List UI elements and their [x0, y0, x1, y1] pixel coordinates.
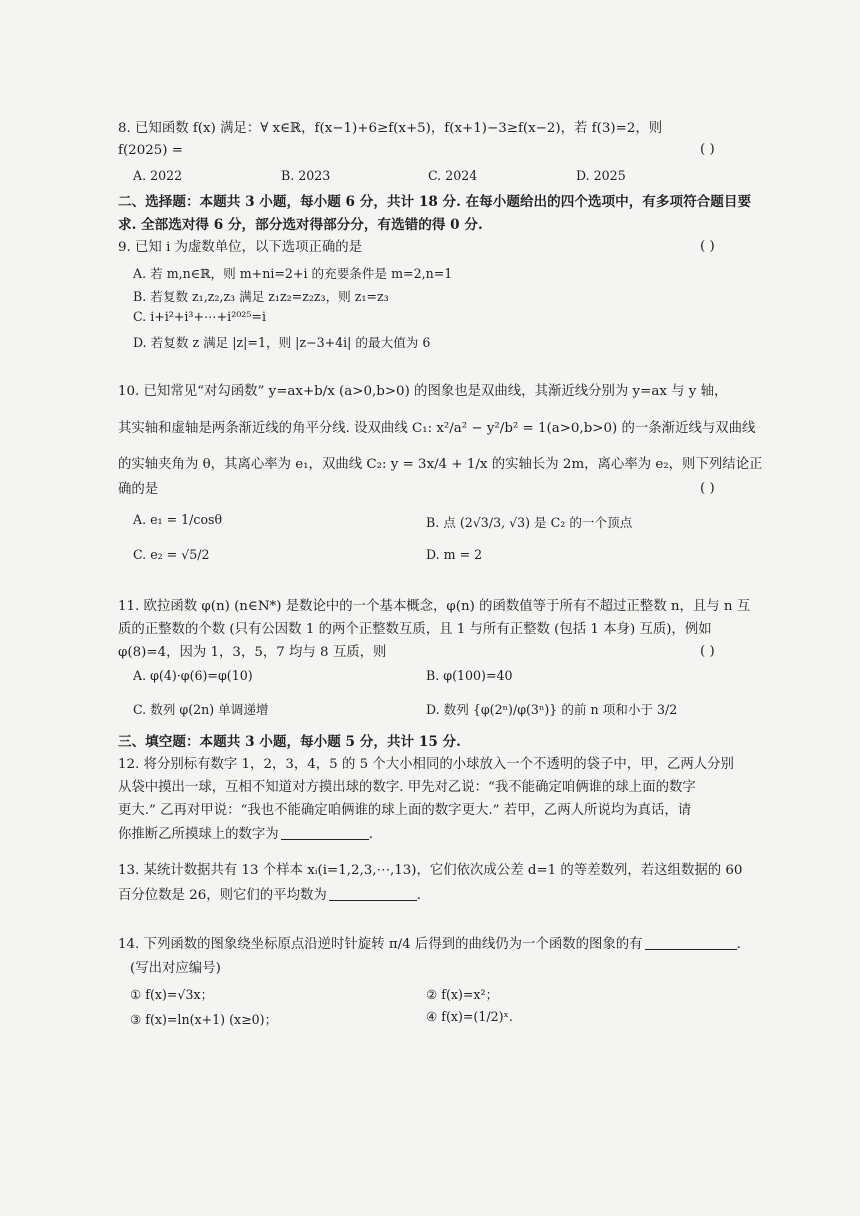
q12-stem-text: 你推断乙所摸球上的数字为: [118, 827, 279, 842]
q13-answer-blank[interactable]: [329, 886, 417, 901]
q10-stem-line3: 的实轴夹角为 θ，其离心率为 e₁，双曲线 C₂: y = 3x/4 + 1/x 的实轴长为 2m，离心率为 e₂，则下列结论正: [118, 457, 763, 472]
q14-answer-blank[interactable]: [645, 935, 737, 950]
q11-option-c: C. 数列 φ(2n) 单调递增: [133, 702, 269, 717]
section3-heading: 三、填空题：本题共 3 小题，每小题 5 分，共计 15 分.: [118, 734, 461, 750]
q8-stem-line1: 8. 已知函数 f(x) 满足：∀ x∈ℝ，f(x−1)+6≥f(x+5)，f(x+1)−3≥f(x−2)，若 f(3)=2，则: [118, 121, 663, 136]
q12-period: .: [368, 827, 373, 842]
q13-stem-text: 百分位数是 26，则它们的平均数为: [118, 888, 327, 903]
section2-heading-line2: 求. 全部选对得 6 分，部分选对得部分分，有选错的得 0 分.: [118, 217, 483, 233]
q10-option-b: B. 点 (2√3/3, √3) 是 C₂ 的一个顶点: [426, 515, 633, 530]
q9-option-d: D. 若复数 z 满足 |z|=1，则 |z−3+4i| 的最大值为 6: [133, 335, 431, 350]
section2-heading-line1: 二、选择题：本题共 3 小题，每小题 6 分，共计 18 分. 在每小题给出的四个选项中，有多项符合题目要: [118, 194, 752, 210]
q14-note: (写出对应编号): [130, 961, 221, 976]
q12-stem-line2: 从袋中摸出一球，互相不知道对方摸出球的数字. 甲先对乙说：“我不能确定咱俩谁的球上面的数字: [118, 780, 696, 795]
q12-stem-line3: 更大.” 乙再对甲说：“我也不能确定咱俩谁的球上面的数字更大.” 若甲，乙两人所说均为真话，请: [118, 803, 692, 818]
q8-option-b: B. 2023: [281, 168, 331, 183]
q11-stem-line2: 质的正整数的个数 (只有公因数 1 的两个正整数互质，且 1 与所有正整数 (包括 1 本身) 互质)，例如: [118, 622, 712, 637]
q8-option-a: A. 2022: [133, 168, 183, 183]
q11-answer-paren: ( ): [700, 644, 715, 659]
q10-option-a: A. e₁ = 1/cosθ: [133, 512, 223, 527]
q14-option-2: ② f(x)=x²；: [426, 987, 499, 1002]
q11-option-d: D. 数列 {φ(2ⁿ)/φ(3ⁿ)} 的前 n 项和小于 3/2: [426, 702, 678, 717]
q10-stem-line1: 10. 已知常见“对勾函数” y=ax+b/x (a>0,b>0) 的图象也是双曲线，其渐近线分别为 y=ax 与 y 轴，: [118, 384, 728, 399]
q12-stem-line4: [118, 825, 373, 844]
q14-option-3: ③ f(x)=ln(x+1) (x≥0)；: [130, 1012, 278, 1027]
q10-option-d: D. m = 2: [426, 547, 483, 562]
q14-option-4: ④ f(x)=(1/2)ˣ.: [426, 1009, 513, 1024]
q9-answer-paren: ( ): [700, 239, 715, 254]
q9-option-c: C. i+i²+i³+⋯+i²⁰²⁵=i: [133, 309, 266, 324]
q9-option-a: A. 若 m,n∈ℝ，则 m+ni=2+i 的充要条件是 m=2,n=1: [133, 266, 453, 281]
q11-option-b: B. φ(100)=40: [426, 668, 513, 683]
q10-answer-paren: ( ): [700, 481, 715, 496]
q8-stem-line2: f(2025) =: [118, 143, 183, 158]
q12-answer-blank[interactable]: [281, 825, 369, 840]
q8-option-c: C. 2024: [428, 168, 478, 183]
q14-stem-line1: [118, 935, 741, 954]
q10-stem-line4: 确的是: [118, 482, 159, 497]
q9-option-b: B. 若复数 z₁,z₂,z₃ 满足 z₁z₂=z₂z₃，则 z₁=z₃: [133, 289, 389, 304]
q14-period: .: [736, 937, 741, 952]
q11-stem-line1: 11. 欧拉函数 φ(n) (n∈N*) 是数论中的一个基本概念，φ(n) 的函数值等于所有不超过正整数 n，且与 n 互: [118, 599, 751, 614]
q13-stem-line1: 13. 某统计数据共有 13 个样本 xᵢ(i=1,2,3,⋯,13)，它们依次成公差 d=1 的等差数列，若这组数据的 60: [118, 863, 743, 878]
q12-stem-line1: 12. 将分别标有数字 1，2，3，4，5 的 5 个大小相同的小球放入一个不透明的袋子中，甲，乙两人分别: [118, 757, 734, 772]
q11-stem-line3: φ(8)=4，因为 1，3，5，7 均与 8 互质，则: [118, 645, 387, 660]
q11-option-a: A. φ(4)·φ(6)=φ(10): [133, 668, 253, 683]
q10-option-c: C. e₂ = √5/2: [133, 547, 210, 562]
q10-stem-line2: 其实轴和虚轴是两条渐近线的角平分线. 设双曲线 C₁: x²/a² − y²/b² = 1(a>0,b>0) 的一条渐近线与双曲线: [118, 421, 756, 436]
q14-option-1: ① f(x)=√3x；: [130, 987, 214, 1002]
q14-stem-text: 14. 下列函数的图象绕坐标原点沿逆时针旋转 π/4 后得到的曲线仍为一个函数的图象的有: [118, 937, 643, 952]
q8-option-d: D. 2025: [576, 168, 626, 183]
q8-answer-paren: ( ): [700, 142, 715, 157]
q13-period: .: [416, 888, 422, 903]
q13-stem-line2: [118, 886, 421, 905]
q9-stem: 9. 已知 i 为虚数单位，以下选项正确的是: [118, 240, 363, 255]
